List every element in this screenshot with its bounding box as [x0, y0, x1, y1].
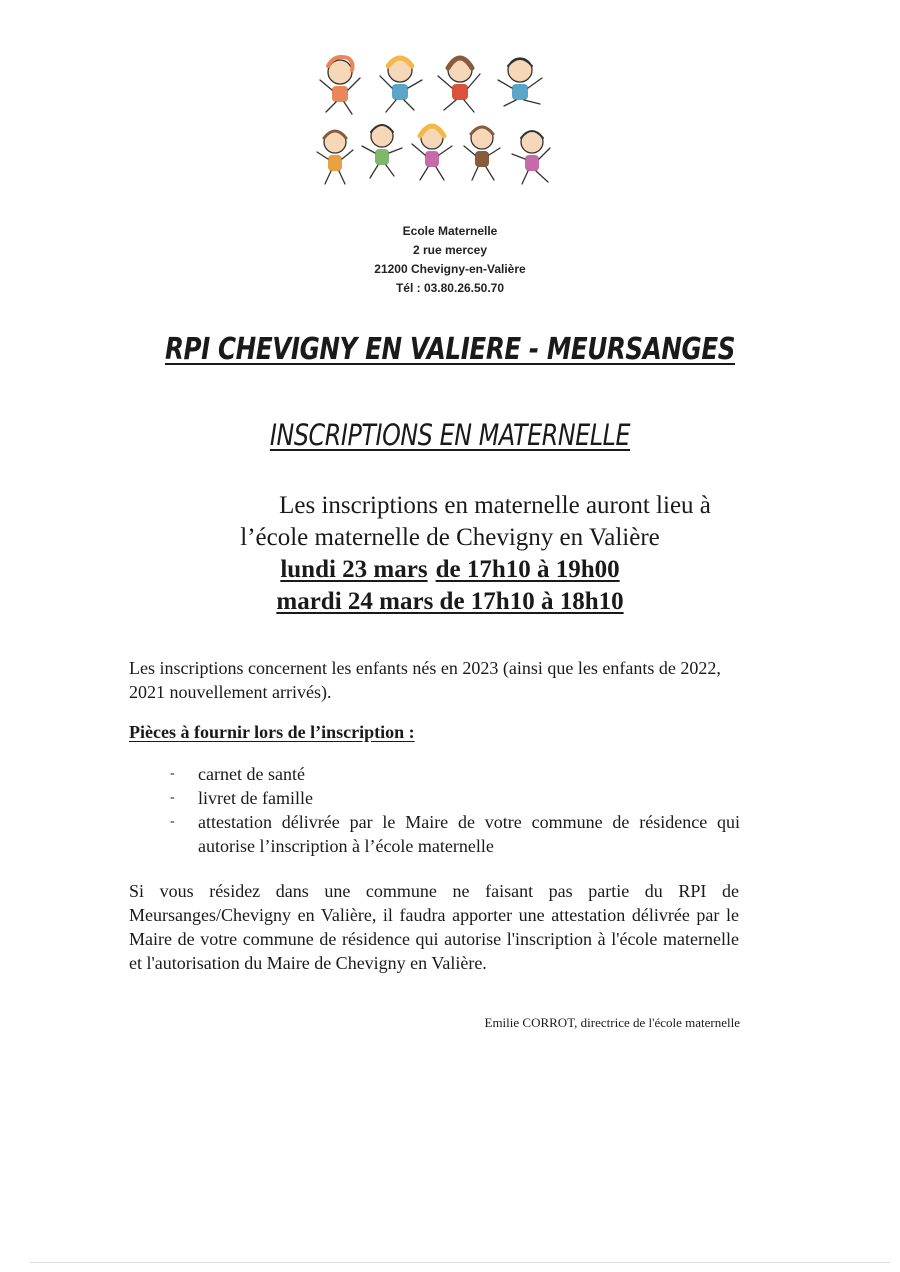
school-name: Ecole Maternelle — [402, 224, 498, 238]
inscriptions-title: INSCRIPTIONS EN MATERNELLE — [269, 418, 631, 452]
pieces-list — [170, 762, 740, 858]
child-figure-1 — [320, 57, 360, 114]
list-item: - livret de famille — [170, 786, 740, 810]
intro-time-1: de 17h10 à 19h00 — [435, 556, 620, 583]
signature: Emilie CORROT, directrice de l'école maternelle — [484, 1015, 740, 1030]
intro-line-2: l’école maternelle de Chevigny en Valière — [240, 524, 660, 551]
intro-line-4 — [0, 586, 900, 618]
pieces-title: Pièces à fournir lors de l’inscription : — [129, 722, 415, 742]
child-figure-3 — [438, 58, 480, 112]
list-item: - carnet de santé — [170, 762, 740, 786]
child-figure-2 — [380, 58, 422, 112]
child-figure-6 — [362, 125, 402, 178]
child-figure-9 — [512, 131, 550, 184]
intro-day-1: lundi 23 mars — [280, 556, 428, 583]
page-divider — [30, 1262, 890, 1263]
list-item: - attestation délivrée par le Maire de votre commune de résidence qui autorise l’inscription à l’école maternelle — [170, 810, 740, 858]
child-figure-8 — [464, 127, 500, 180]
concern-paragraph: Les inscriptions concernent les enfants nés en 2023 (ainsi que les enfants de 2022, 2021 nouvellement arrivés). — [129, 658, 721, 702]
rpi-title: RPI CHEVIGNY EN VALIERE - MEURSANGES — [164, 332, 736, 367]
children-illustration — [310, 50, 570, 200]
school-city: 21200 Chevigny-en-Valière — [374, 262, 526, 276]
child-figure-7 — [412, 126, 452, 180]
child-figure-4 — [498, 58, 542, 106]
school-address — [0, 222, 900, 298]
school-phone: Tél : 03.80.26.50.70 — [395, 281, 505, 295]
child-figure-5 — [317, 131, 353, 184]
school-street: 2 rue mercey — [412, 243, 488, 257]
residence-paragraph: Si vous résidez dans une commune ne faisant pas partie du RPI de Meursanges/Chevigny en Valière, il faudra apporter une attestation délivrée par le Maire de votre commune de résidence qui autorise l'inscription à l'école maternelle et l'autorisation du Maire de Chevigny en Valière. — [129, 881, 739, 973]
intro-day-2: mardi 24 mars de 17h10 à 18h10 — [276, 588, 624, 615]
intro-line-3 — [0, 554, 900, 586]
intro-line-1: Les inscriptions en maternelle auront lieu à — [279, 492, 711, 519]
intro-block — [0, 490, 900, 618]
